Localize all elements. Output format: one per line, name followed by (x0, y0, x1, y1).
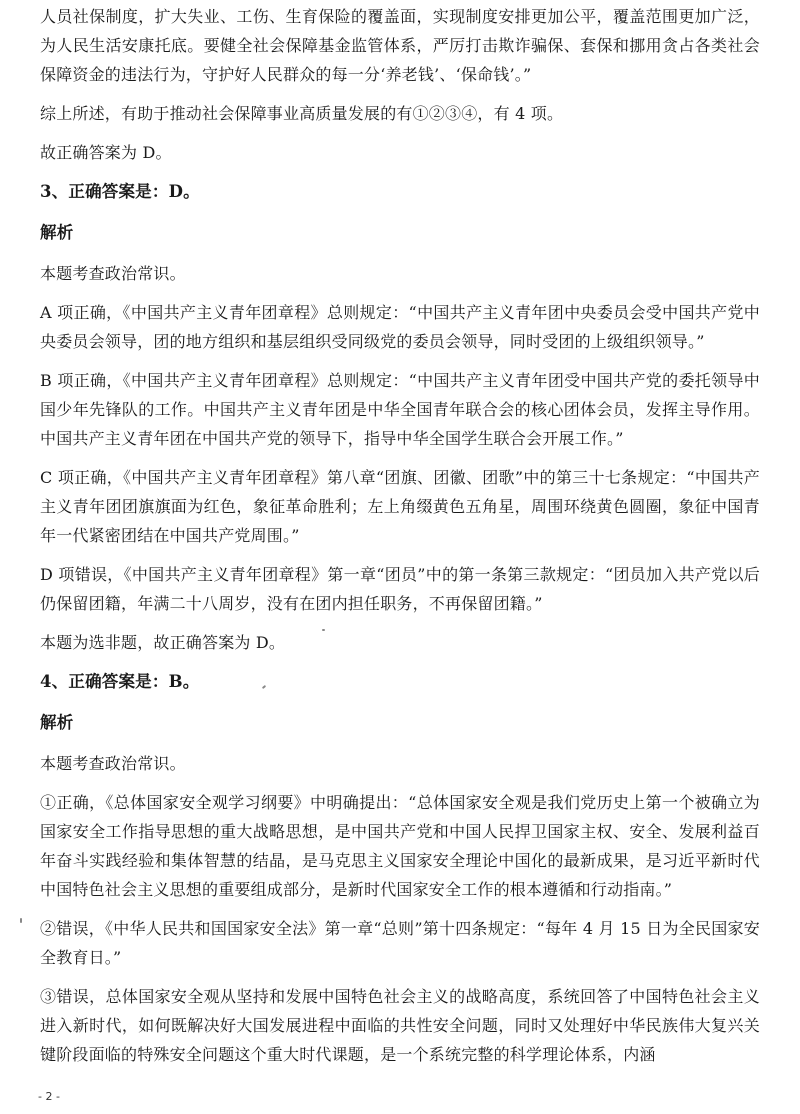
item-1-paragraph: ①正确，《总体国家安全观学习纲要》中明确提出：“总体国家安全观是我们党历史上第一个被确立为国家安全工作指导思想的重大战略思想，是中国共产党和中国人民捍卫国家主权、安全、发展利益百年奋斗实践经验和集体智慧的结晶，是马克思主义国家安全理论中国化的最新成果，是习近平新时代中国特色社会主义思想的重要组成部分，是新时代国家安全工作的根本遵循和行动指南。” (40, 793, 760, 899)
document-body (40, 2, 760, 1069)
answer-heading: 3、正确答案是：D。 (40, 182, 200, 201)
scan-speck (20, 918, 22, 923)
analysis-heading: 解析 (40, 713, 74, 732)
analysis-heading: 解析 (40, 223, 74, 242)
paragraph: 本题为选非题，故正确答案为 D。 (40, 633, 286, 652)
paragraph: 本题考查政治常识。 (40, 754, 186, 773)
page-number: - 2 - (38, 1090, 60, 1103)
paragraph: 人员社保制度，扩大失业、工伤、生育保险的覆盖面，实现制度安排更加公平，覆盖范围更加广泛，为人民生活安康托底。要健全社会保障基金监管体系，严厉打击欺诈骗保、套保和挪用贪占各类社会保障资金的违法行为，守护好人民群众的每一分‘养老钱’、‘保命钱’。” (40, 7, 760, 84)
option-b-paragraph: B 项正确，《中国共产主义青年团章程》总则规定：“中国共产主义青年团受中国共产党的委托领导中国少年先锋队的工作。中国共产主义青年团是中华全国青年联合会的核心团体会员，发挥主导作用。中国共产主义青年团在中国共产党的领导下，指导中华全国学生联合会开展工作。” (40, 371, 760, 448)
option-d-paragraph: D 项错误，《中国共产主义青年团章程》第一章“团员”中的第一条第三款规定：“团员加入共产党以后仍保留团籍，年满二十八周岁，没有在团内担任职务，不再保留团籍。” (40, 565, 760, 613)
paragraph: 故正确答案为 D。 (40, 143, 172, 162)
answer-heading: 4、正确答案是：B。 (40, 672, 200, 691)
paragraph: 综上所述，有助于推动社会保障事业高质量发展的有①②③④，有 4 项。 (40, 104, 564, 123)
option-c-paragraph: C 项正确，《中国共产主义青年团章程》第八章“团旗、团徽、团歌”中的第三十七条规定：“中国共产主义青年团团旗旗面为红色，象征革命胜利；左上角缀黄色五角星，周围环绕黄色圆圈，象征中国青年一代紧密团结在中国共产党周围。” (40, 468, 760, 545)
scan-speck (322, 629, 325, 631)
paragraph: 本题考查政治常识。 (40, 264, 186, 283)
option-a-paragraph: A 项正确，《中国共产主义青年团章程》总则规定：“中国共产主义青年团中央委员会受中国共产党中央委员会领导，团的地方组织和基层组织受同级党的委员会领导，同时受团的上级组织领导。” (40, 303, 760, 351)
item-3-paragraph: ③错误，总体国家安全观从坚持和发展中国特色社会主义的战略高度，系统回答了中国特色社会主义进入新时代，如何既解决好大国发展进程中面临的共性安全问题，同时又处理好中华民族伟大复兴关键阶段面临的特殊安全问题这个重大时代课题，是一个系统完整的科学理论体系，内涵 (40, 987, 760, 1064)
item-2-paragraph: ②错误，《中华人民共和国国家安全法》第一章“总则”第十四条规定：“每年 4 月 15 日为全民国家安全教育日。” (40, 919, 760, 967)
